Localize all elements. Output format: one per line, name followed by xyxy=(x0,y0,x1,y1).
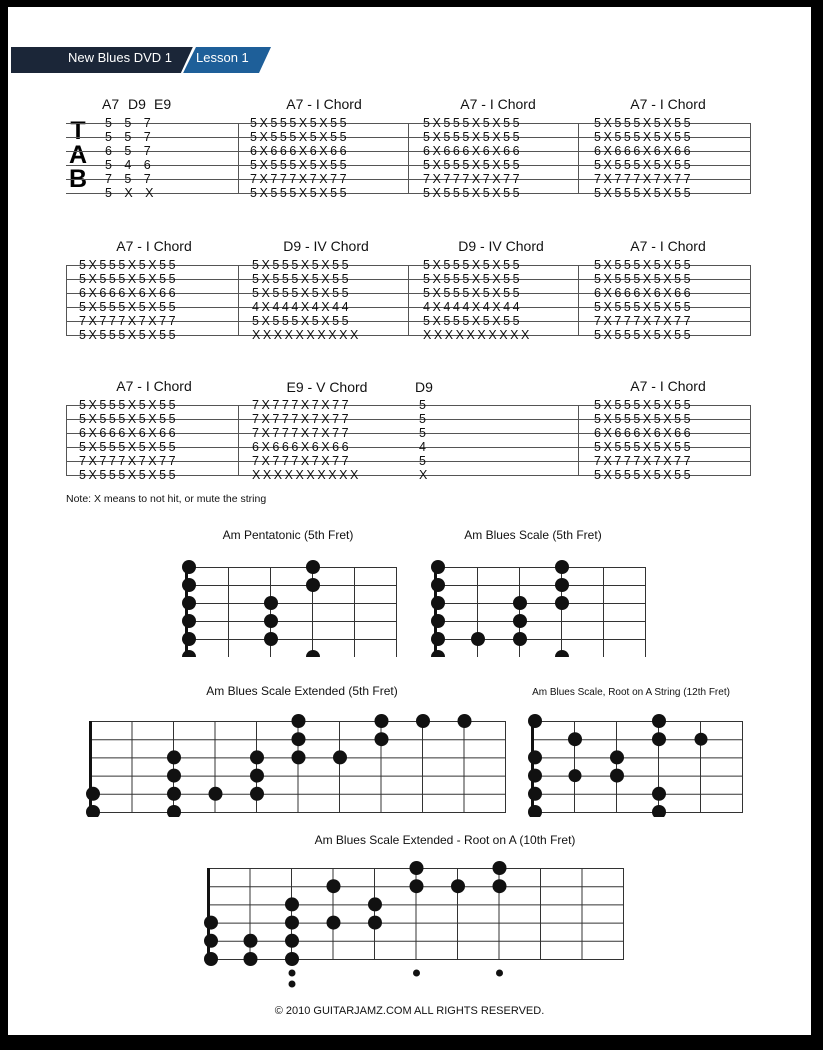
note-dot xyxy=(368,897,382,911)
tab-measure: 5 5 5 4 5 X xyxy=(419,398,430,482)
tab-header: E9 - V Chord xyxy=(286,379,368,395)
intro-header-e9: E9 xyxy=(154,96,172,112)
diagram-title: Am Blues Scale (5th Fret) xyxy=(464,528,602,542)
note-dot xyxy=(292,750,306,764)
tab-header: D9 - IV Chord xyxy=(283,238,369,254)
note-dot xyxy=(86,787,100,801)
note-dot xyxy=(182,632,196,646)
note-dot xyxy=(182,560,196,574)
fretboard-am-blues-extended xyxy=(76,711,506,817)
note-dot xyxy=(610,750,624,764)
note-dot xyxy=(167,769,181,783)
note-dot xyxy=(458,714,472,728)
tab-letter-t: T xyxy=(70,117,86,145)
course-title: New Blues DVD 1 xyxy=(68,50,173,65)
fret-marker xyxy=(413,970,420,977)
note-dot xyxy=(375,714,389,728)
note-dot xyxy=(471,632,485,646)
fretboard-am-blues-extended-root-a xyxy=(194,858,624,988)
note-dot xyxy=(264,596,278,610)
lesson-page xyxy=(8,7,811,1035)
intro-header-a7: A7 xyxy=(102,96,120,112)
note-dot xyxy=(250,769,264,783)
note-dot xyxy=(431,596,445,610)
note-dot xyxy=(451,879,465,893)
note-dot xyxy=(569,769,582,782)
note-dot xyxy=(86,805,100,817)
diagram-title: Am Pentatonic (5th Fret) xyxy=(222,528,354,542)
note-dot xyxy=(528,769,542,783)
note-dot xyxy=(375,732,389,746)
note-dot xyxy=(431,614,445,628)
note-dot xyxy=(167,787,181,801)
tab-measure-intro: 5 5 7 5 5 7 6 5 7 5 4 6 7 5 7 5 X X xyxy=(105,116,154,200)
note-dot xyxy=(431,632,445,646)
note-dot xyxy=(285,897,299,911)
note-dot xyxy=(264,614,278,628)
note-dot xyxy=(250,750,264,764)
note-dot xyxy=(182,650,196,657)
diagram-title: Am Blues Scale, Root on A String (12th Fret) xyxy=(532,687,730,698)
fretboard-am-blues-root-a xyxy=(518,711,743,817)
note-dot xyxy=(368,916,382,930)
note-dot xyxy=(285,952,299,966)
note-dot xyxy=(204,934,218,948)
note-dot xyxy=(292,714,306,728)
note-dot xyxy=(555,596,569,610)
tab-measure: 5X555X5X55 5X555X5X55 6X666X6X66 5X555X5X55 7X777X7X77 5X555X5X55 xyxy=(250,116,350,200)
note-dot xyxy=(528,750,542,764)
note-dot xyxy=(306,650,320,657)
tab-measure: 5X555X5X55 5X555X5X55 5X555X5X55 4X444X4X44 5X555X5X55 XXXXXXXXXX xyxy=(252,258,361,342)
tab-measure: 5X555X5X55 5X555X5X55 6X666X6X66 5X555X5X55 7X777X7X77 5X555X5X55 xyxy=(594,398,694,482)
note-dot xyxy=(327,879,341,893)
note-dot xyxy=(610,769,624,783)
note-dot xyxy=(327,916,341,930)
note-dot xyxy=(555,560,569,574)
note-dot xyxy=(244,934,258,948)
tab-header: D9 - IV Chord xyxy=(458,238,544,254)
copyright: © 2010 GUITARJAMZ.COM ALL RIGHTS RESERVED. xyxy=(274,1005,545,1017)
note-dot xyxy=(431,578,445,592)
diagram-title: Am Blues Scale Extended (5th Fret) xyxy=(206,684,398,698)
note-dot xyxy=(182,578,196,592)
note-dot xyxy=(167,805,181,817)
note-dot xyxy=(204,952,218,966)
note-dot xyxy=(528,787,542,801)
note-dot xyxy=(652,787,666,801)
tab-measure: 5X555X5X55 5X555X5X55 6X666X6X66 5X555X5X55 7X777X7X77 5X555X5X55 xyxy=(594,258,694,342)
note-dot xyxy=(306,578,320,592)
note-dot xyxy=(513,614,527,628)
note-dot xyxy=(306,560,320,574)
fret-marker xyxy=(496,970,503,977)
note-dot xyxy=(528,714,542,728)
note-dot xyxy=(555,650,569,657)
tab-header: A7 - I Chord xyxy=(630,96,706,112)
tab-header: A7 - I Chord xyxy=(116,378,192,394)
note-dot xyxy=(568,732,582,746)
note-dot xyxy=(695,733,708,746)
tab-header: D9 xyxy=(415,379,433,395)
note-dot xyxy=(410,879,424,893)
note-dot xyxy=(292,732,306,746)
tab-measure: 5X555X5X55 5X555X5X55 6X666X6X66 5X555X5X55 7X777X7X77 5X555X5X55 xyxy=(79,398,179,482)
note-dot xyxy=(652,714,666,728)
fretboard-am-pentatonic xyxy=(172,557,397,657)
tab-measure: 5X555X5X55 5X555X5X55 5X555X5X55 4X444X4X44 5X555X5X55 XXXXXXXXXX xyxy=(423,258,532,342)
note-dot xyxy=(493,879,507,893)
tab-header: A7 - I Chord xyxy=(460,96,536,112)
note-dot xyxy=(555,578,569,592)
tab-header: A7 - I Chord xyxy=(630,378,706,394)
diagram-title: Am Blues Scale Extended - Root on A (10th Fret) xyxy=(314,833,576,847)
note-dot xyxy=(285,916,299,930)
tab-measure: 7X777X7X77 7X777X7X77 7X777X7X77 6X666X6X66 7X777X7X77 XXXXXXXXXX xyxy=(252,398,361,482)
note-dot xyxy=(513,632,527,646)
note-dot xyxy=(244,952,258,966)
note-dot xyxy=(264,632,278,646)
tab-measure: 5X555X5X55 5X555X5X55 6X666X6X66 5X555X5X55 7X777X7X77 5X555X5X55 xyxy=(594,116,694,200)
note-dot xyxy=(528,805,542,817)
fret-marker xyxy=(289,981,296,988)
note-dot xyxy=(513,596,527,610)
tab-measure: 5X555X5X55 5X555X5X55 6X666X6X66 5X555X5X55 7X777X7X77 5X555X5X55 xyxy=(423,116,523,200)
note-dot xyxy=(333,750,347,764)
tab-measure: 5X555X5X55 5X555X5X55 6X666X6X66 5X555X5X55 7X777X7X77 5X555X5X55 xyxy=(79,258,179,342)
note-dot xyxy=(285,934,299,948)
tab-header: A7 - I Chord xyxy=(630,238,706,254)
fret-marker xyxy=(289,970,296,977)
note-dot xyxy=(182,596,196,610)
note-dot xyxy=(652,732,666,746)
lesson-banner xyxy=(11,47,276,78)
tab-letter-b: B xyxy=(68,165,88,193)
note-dot xyxy=(250,787,264,801)
lesson-label: Lesson 1 xyxy=(196,50,249,65)
note-dot xyxy=(410,861,424,875)
note-dot xyxy=(652,805,666,817)
mute-note: Note: X means to not hit, or mute the string xyxy=(66,493,267,505)
tab-letter-a: A xyxy=(68,141,88,169)
intro-header-d9: D9 xyxy=(128,96,146,112)
note-dot xyxy=(167,750,181,764)
note-dot xyxy=(431,560,445,574)
note-dot xyxy=(493,861,507,875)
note-dot xyxy=(416,714,430,728)
fretboard-am-blues xyxy=(421,557,646,657)
tab-header: A7 - I Chord xyxy=(116,238,192,254)
note-dot xyxy=(204,916,218,930)
note-dot xyxy=(431,650,445,657)
note-dot xyxy=(182,614,196,628)
note-dot xyxy=(209,787,223,801)
tab-header: A7 - I Chord xyxy=(286,96,362,112)
